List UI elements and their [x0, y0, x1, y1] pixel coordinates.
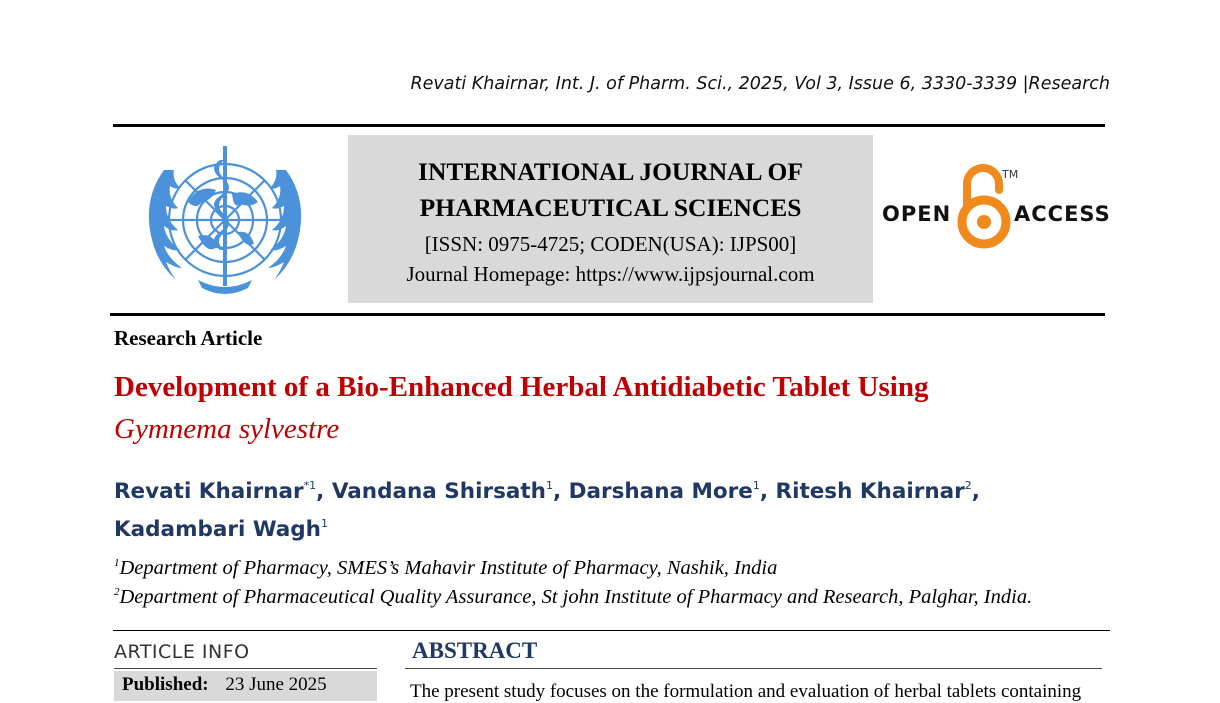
author-affiliation-mark: 1 [545, 479, 553, 492]
journal-name-line-2: PHARMACEUTICAL SCIENCES [419, 193, 802, 222]
article-info-divider [113, 630, 1110, 631]
author-separator: , [316, 479, 332, 504]
affiliation-number: 1 [114, 557, 120, 569]
published-date: 23 June 2025 [225, 674, 327, 695]
published-date-box [114, 671, 377, 701]
author-affiliation-mark: 1 [320, 517, 328, 530]
header-top-rule [113, 124, 1105, 127]
author [569, 479, 776, 504]
article-title-species: Gymnema sylvestre [114, 413, 340, 445]
open-access-word-access: ACCESS [1014, 202, 1111, 226]
journal-name [348, 154, 873, 226]
article-info-rule [114, 668, 377, 669]
author-name: Ritesh Khairnar [775, 479, 965, 504]
author-list [114, 470, 1104, 546]
article-info-heading: ARTICLE INFO [114, 641, 250, 663]
open-access-trademark: TM [1002, 168, 1019, 181]
journal-emblem-logo [128, 140, 323, 305]
article-title [114, 366, 1104, 450]
affiliation-number: 2 [114, 586, 120, 598]
author-name: Kadambari Wagh [114, 517, 321, 542]
author-separator: , [552, 479, 569, 504]
journal-issn-coden: [ISSN: 0975-4725; CODEN(USA): IJPS00] [424, 232, 797, 256]
author-affiliation-mark: 2 [964, 479, 972, 492]
affiliation-2 [114, 586, 1032, 609]
author-name: Vandana Shirsath [331, 479, 546, 504]
journal-homepage: Journal Homepage: https://www.ijpsjournal.com [406, 262, 815, 286]
author-name: Darshana More [568, 479, 753, 504]
affiliation-text: Department of Pharmaceutical Quality Assurance, St john Institute of Pharmacy and Research, Palghar, India. [119, 586, 1033, 608]
author-name: Revati Khairnar [114, 479, 304, 504]
abstract-rule [405, 668, 1102, 669]
article-title-main: Development of a Bio-Enhanced Herbal Antidiabetic Tablet Using [114, 371, 929, 403]
header-bottom-rule [110, 313, 1105, 316]
author-separator: , [971, 479, 980, 504]
author [114, 479, 332, 504]
affiliation-text: Department of Pharmacy, SMES’s Mahavir Institute of Pharmacy, Nashik, India [119, 557, 778, 579]
article-type: Research Article [114, 326, 263, 350]
affiliation-1 [114, 557, 777, 580]
abstract-text: The present study focuses on the formulation and evaluation of herbal tablets containing [410, 681, 1082, 702]
author [776, 479, 980, 504]
running-header: Revati Khairnar, Int. J. of Pharm. Sci., 2025, Vol 3, Issue 6, 3330-3339 |Research [410, 74, 1110, 94]
author-affiliation-mark: 1 [752, 479, 760, 492]
journal-name-line-1: INTERNATIONAL JOURNAL OF [418, 157, 803, 186]
published-label: Published: [122, 674, 209, 695]
author-affiliation-mark: *1 [303, 479, 317, 492]
abstract-heading: ABSTRACT [412, 638, 538, 663]
open-access-logo [880, 162, 1110, 252]
author [332, 479, 569, 504]
author [114, 517, 328, 542]
author-separator: , [759, 479, 776, 504]
open-access-word-open: OPEN [882, 202, 952, 226]
journal-title-box [348, 135, 873, 303]
